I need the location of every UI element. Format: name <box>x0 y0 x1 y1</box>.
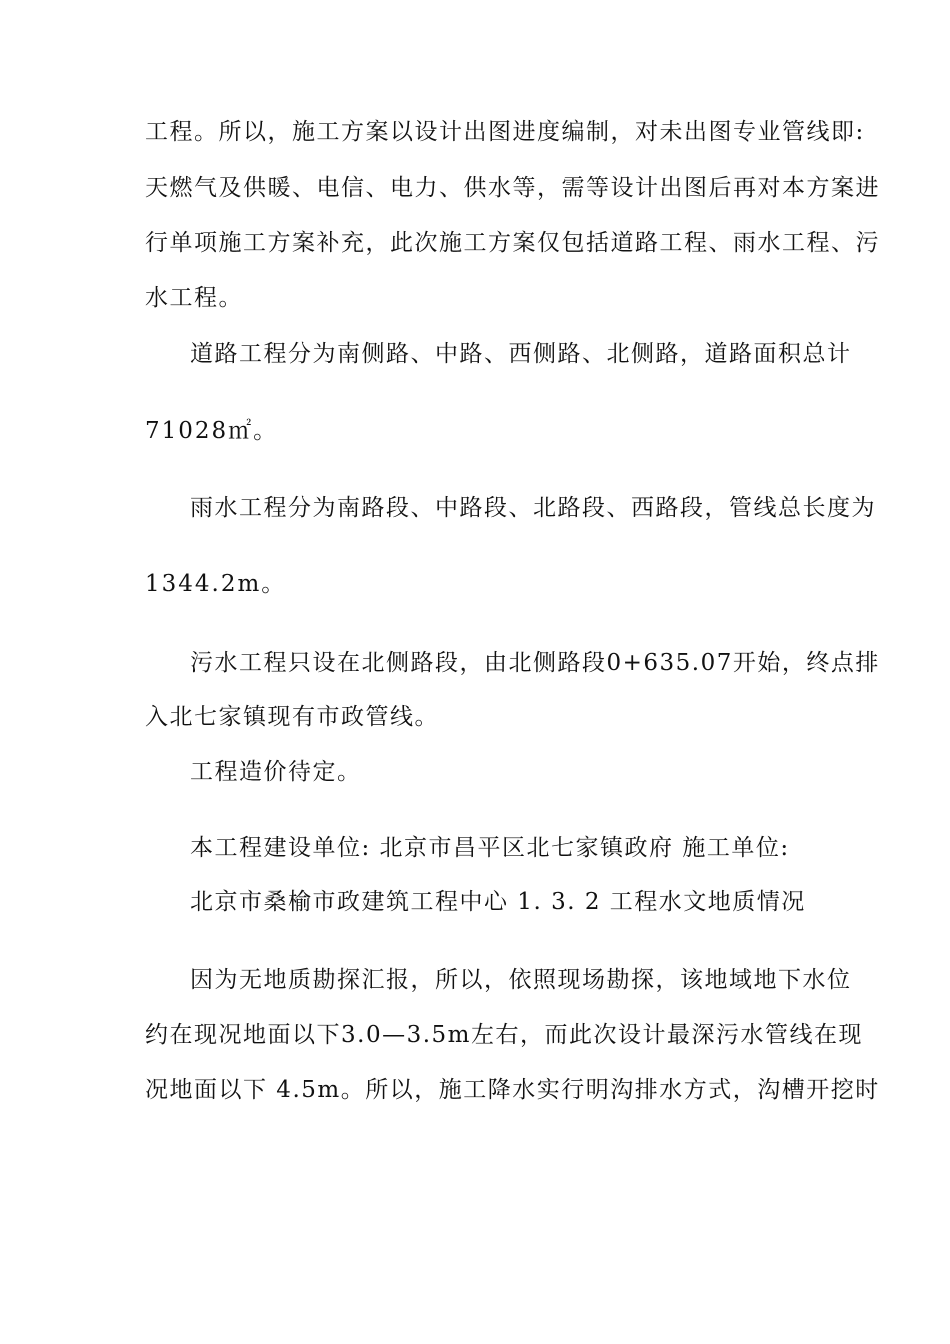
paragraph-line: 污水工程只设在北侧路段，由北侧路段0+635.07开始，终点排 <box>190 650 880 676</box>
paragraph-line: 况地面以下 4.5m。所以，施工降水实行明沟排水方式，沟槽开挖时 <box>145 1077 880 1103</box>
paragraph-line: 天燃气及供暖、电信、电力、供水等，需等设计出图后再对本方案进 <box>145 175 880 201</box>
paragraph-line: 北京市桑榆市政建筑工程中心 1. 3. 2 工程水文地质情况 <box>190 889 806 915</box>
paragraph-line: 工程造价待定。 <box>190 759 362 785</box>
paragraph-line: 道路工程分为南侧路、中路、西侧路、北侧路，道路面积总计 <box>190 341 852 367</box>
paragraph-line: 水工程。 <box>145 285 243 311</box>
paragraph-line: 入北七家镇现有市政管线。 <box>145 704 439 730</box>
paragraph-line: 因为无地质勘探汇报，所以，依照现场勘探，该地域地下水位 <box>190 967 852 993</box>
paragraph-line: 本工程建设单位: 北京市昌平区北七家镇政府 施工单位: <box>190 835 790 861</box>
paragraph-line: 71028㎡。 <box>145 418 279 444</box>
paragraph-line: 1344.2m。 <box>145 571 287 597</box>
paragraph-line: 行单项施工方案补充，此次施工方案仅包括道路工程、雨水工程、污 <box>145 230 880 256</box>
paragraph-line: 工程。所以，施工方案以设计出图进度编制，对未出图专业管线即: <box>145 119 865 145</box>
paragraph-line: 雨水工程分为南路段、中路段、北路段、西路段，管线总长度为 <box>190 495 876 521</box>
paragraph-line: 约在现况地面以下3.0—3.5m左右，而此次设计最深污水管线在现 <box>145 1022 863 1048</box>
